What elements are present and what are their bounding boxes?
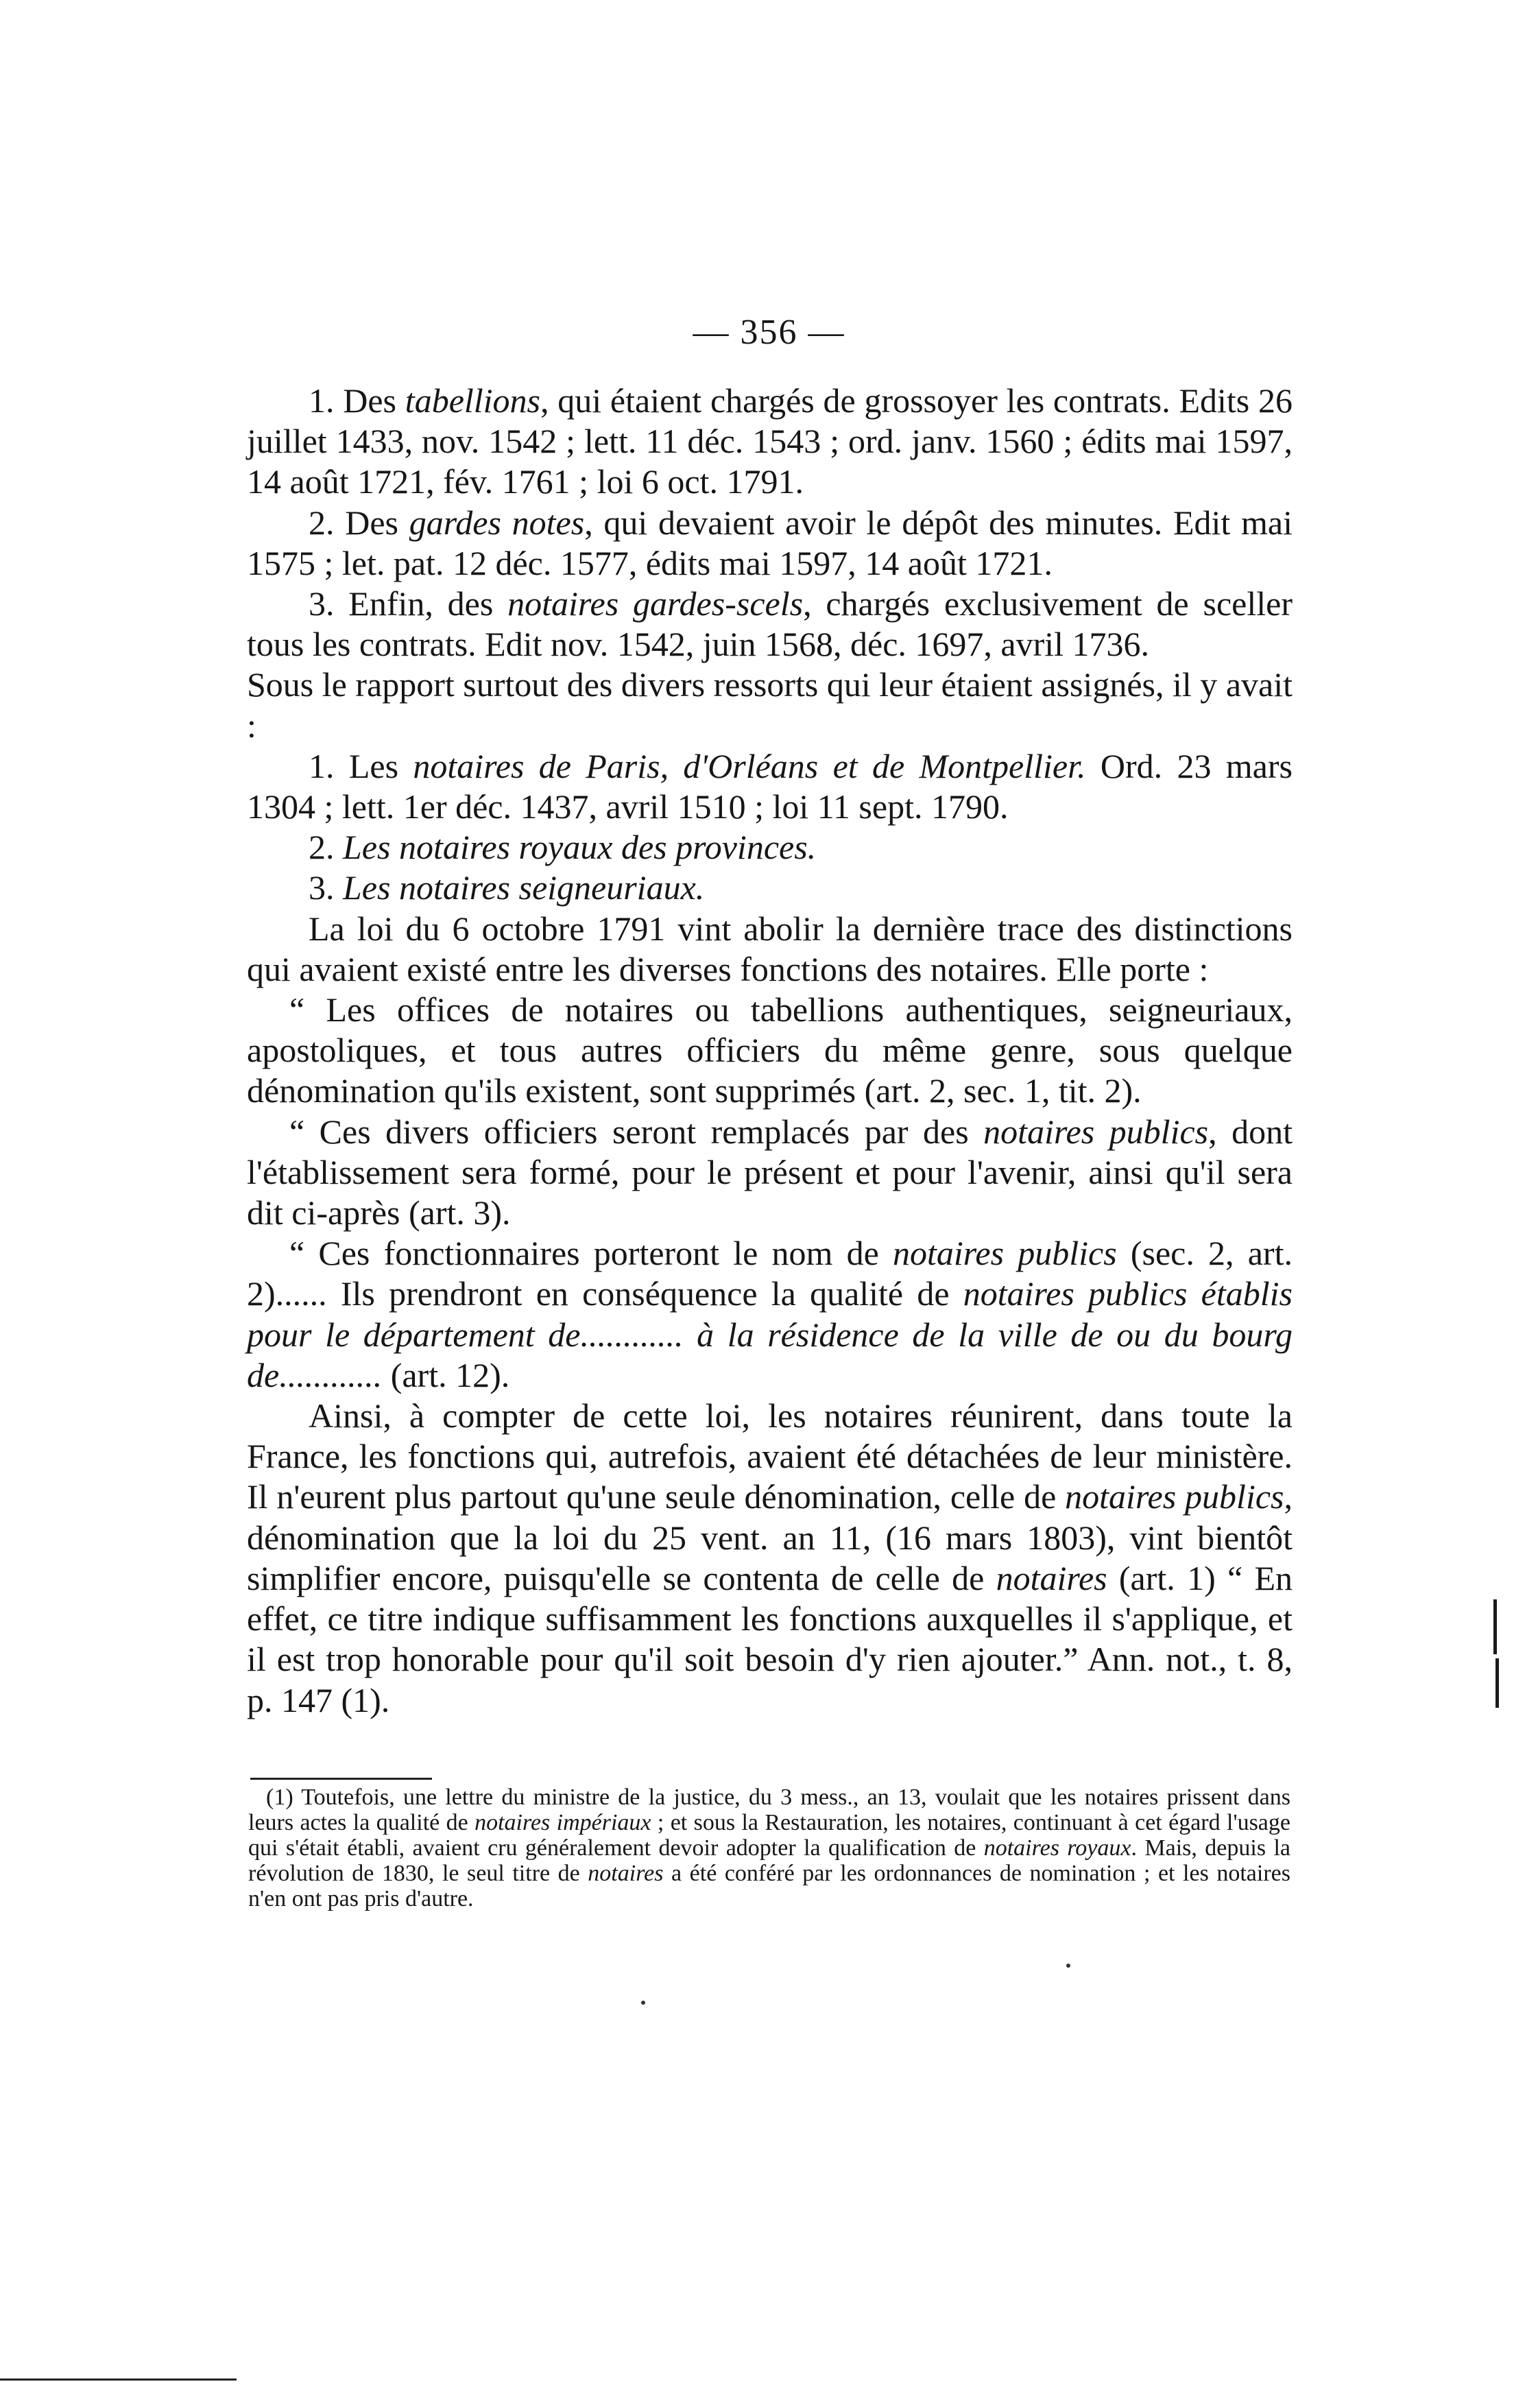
paragraph: “ Les offices de notaires ou tabellions authentiques, seigneuriaux, apostoliques, et tous autres officiers du même genre, sous quelque dénomination qu'ils existent, sont supprimés (art. 2, sec. 1, tit. 2). (247, 990, 1293, 1110)
margin-mark (1495, 1658, 1499, 1708)
footnote-separator (250, 1778, 432, 1780)
paragraph: La loi du 6 octobre 1791 vint abolir la dernière trace des distinctions qui avaient existé entre les diverses fonctions des notaires. Elle porte : (247, 909, 1293, 988)
page-number: — 356 — (693, 313, 845, 352)
footnote-text: (1) Toutefois, une lettre du ministre de la justice, du 3 mess., an 13, voulait que les notaires prissent dans leurs actes la qualité de notaires impériaux ; et sous la Restauration, les notaires, continuant à cet égard l'usage qui s'était établi, avaient cru généralement devoir adopter la qualification de notaires royaux. Mais, depuis la révolution de 1830, le seul titre de notaires a été conféré par les ordonnances de nomination ; et les notaires n'en ont pas pris d'autre. (248, 1785, 1290, 1911)
speck (1066, 1964, 1070, 1968)
paragraph: 3. Enfin, des notaires gardes-scels, chargés exclusivement de sceller tous les contrats. Edit nov. 1542, juin 1568, déc. 1697, avril 1736. (247, 584, 1293, 664)
scan-edge-line (0, 2379, 237, 2381)
paragraph: 1. Des tabellions, qui étaient chargés de grossoyer les contrats. Edits 26 juillet 1433, nov. 1542 ; lett. 11 déc. 1543 ; ord. janv. 1560 ; édits mai 1597, 14 août 1721, fév. 1761 ; loi 6 oct. 1791. (247, 381, 1293, 501)
footnote (248, 1785, 1290, 1911)
paragraph: 1. Les notaires de Paris, d'Orléans et de Montpellier. Ord. 23 mars 1304 ; lett. 1er déc. 1437, avril 1510 ; loi 11 sept. 1790. (247, 746, 1293, 826)
paragraph: 2. Les notaires royaux des provinces. (309, 828, 817, 867)
paragraph: 3. Les notaires seigneuriaux. (309, 868, 705, 907)
paragraph: “ Ces divers officiers seront remplacés par des notaires publics, dont l'établissement sera formé, pour le présent et pour l'avenir, ainsi qu'il sera dit ci-après (art. 3). (247, 1112, 1293, 1232)
paragraph: “ Ces fonctionnaires porteront le nom de notaires publics (sec. 2, art. 2)...... Ils prendront en conséquence la qualité de notaires publics établis pour le département de............ à la résidence de la ville de ou du bourg de............ (art. 12). (247, 1234, 1293, 1394)
paragraph: Sous le rapport surtout des divers ressorts qui leur étaient assignés, il y avait : (247, 665, 1293, 745)
paragraph: 2. Des gardes notes, qui devaient avoir le dépôt des minutes. Edit mai 1575 ; let. pat. 12 déc. 1577, édits mai 1597, 14 août 1721. (247, 503, 1293, 582)
main-text (247, 381, 1293, 1721)
margin-mark (1493, 1599, 1497, 1654)
paragraph: Ainsi, à compter de cette loi, les notaires réunirent, dans toute la France, les fonctions qui, autrefois, avaient été détachées de leur ministère. Il n'eurent plus partout qu'une seule dénomination, celle de notaires publics, dénomination que la loi du 25 vent. an 11, (16 mars 1803), vint bientôt simplifier encore, puisqu'elle se contenta de celle de notaires (art. 1) “ En effet, ce titre indique suffisamment les fonctions auxquelles il s'applique, et il est trop honorable pour qu'il soit besoin d'y rien ajouter.” Ann. not., t. 8, p. 147 (1). (247, 1396, 1293, 1719)
speck (641, 2001, 645, 2005)
